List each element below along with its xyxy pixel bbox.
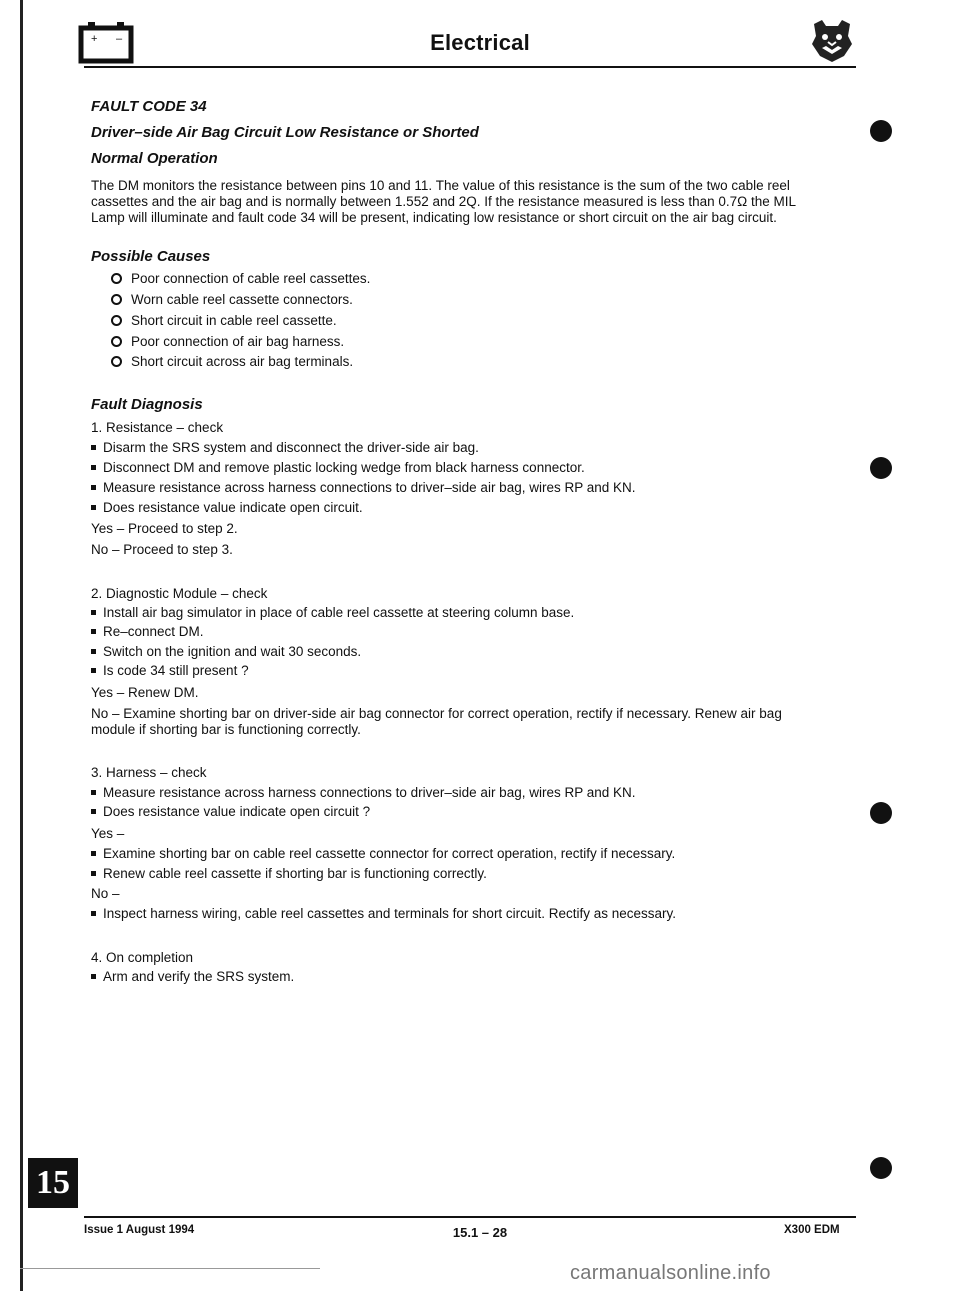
cause-text: Poor connection of air bag harness. — [131, 334, 345, 349]
normal-operation-text-2: cassettes and the air bag and is normally between 1.552 and 2Q. If the resistance measured is less than 0.7Ω the MIL — [91, 194, 796, 209]
step-text: Examine shorting bar on cable reel cassette connector for correct operation, rectify if necessary. — [103, 846, 676, 861]
step-text: Does resistance value indicate open circuit ? — [103, 804, 371, 819]
step-text: Switch on the ignition and wait 30 seconds. — [103, 644, 362, 659]
header-rule — [84, 66, 856, 68]
step-text: Arm and verify the SRS system. — [103, 969, 295, 984]
header-title: Electrical — [430, 30, 530, 55]
step3-no: No – — [91, 886, 120, 901]
step2-no-line2: module if shorting bar is functioning correctly. — [91, 722, 361, 737]
step3-item — [91, 804, 370, 819]
step3-no-item — [91, 906, 676, 921]
step1-no: No – Proceed to step 3. — [91, 542, 233, 557]
step3-yes: Yes – — [91, 826, 125, 841]
square-bullet-icon — [91, 649, 96, 654]
step2-item — [91, 663, 249, 678]
fault-title: Driver–side Air Bag Circuit Low Resistance or Shorted — [91, 124, 479, 141]
step2-item — [91, 605, 574, 620]
normal-operation-text-3: Lamp will illuminate and fault code 34 will be present, indicating low resistance or short circuit on the air bag circuit. — [91, 210, 777, 225]
step4-title: 4. On completion — [91, 950, 194, 965]
square-bullet-icon — [91, 485, 96, 490]
step1-item — [91, 480, 636, 495]
step1-title: 1. Resistance – check — [91, 420, 224, 435]
bottom-rule — [20, 1268, 320, 1269]
possible-causes-heading: Possible Causes — [91, 248, 211, 265]
section-tab: 15 — [28, 1158, 78, 1208]
step3-yes-item — [91, 846, 675, 861]
step-text: Disarm the SRS system and disconnect the driver-side air bag. — [103, 440, 479, 455]
margin-dot — [870, 457, 892, 479]
footer-issue-date: Issue 1 August 1994 — [84, 1224, 195, 1236]
jaguar-head-icon — [808, 16, 856, 64]
step3-yes-item — [91, 866, 487, 881]
square-bullet-icon — [91, 974, 96, 979]
step-text: Inspect harness wiring, cable reel cassettes and terminals for short circuit. Rectify as necessary. — [103, 906, 676, 921]
step-text: Disconnect DM and remove plastic locking wedge from black harness connector. — [103, 460, 585, 475]
fault-code-heading: FAULT CODE 34 — [91, 98, 207, 115]
cause-item — [111, 334, 344, 349]
step4-item — [91, 969, 294, 984]
margin-dot — [870, 120, 892, 142]
footer-rule — [84, 1216, 856, 1218]
step-text: Does resistance value indicate open circuit. — [103, 500, 363, 515]
step2-item — [91, 644, 361, 659]
circle-bullet-icon — [111, 336, 122, 347]
square-bullet-icon — [91, 505, 96, 510]
step-text: Renew cable reel cassette if shorting bar is functioning correctly. — [103, 866, 487, 881]
step2-yes: Yes – Renew DM. — [91, 685, 199, 700]
step3-title: 3. Harness – check — [91, 765, 207, 780]
step-text: Measure resistance across harness connections to driver–side air bag, wires RP and KN. — [103, 785, 636, 800]
cause-text: Poor connection of cable reel cassettes. — [131, 271, 371, 286]
left-margin-bar — [20, 0, 23, 1291]
square-bullet-icon — [91, 911, 96, 916]
battery-plus-label: + — [91, 33, 98, 45]
cause-item — [111, 354, 353, 369]
cause-text: Short circuit in cable reel cassette. — [131, 313, 337, 328]
normal-operation-text-1: The DM monitors the resistance between pins 10 and 11. The value of this resistance is the sum of the two cable reel — [91, 178, 790, 193]
watermark: carmanualsonline.info — [570, 1262, 771, 1284]
cause-item — [111, 313, 337, 328]
battery-minus-label: – — [116, 33, 123, 45]
step1-yes: Yes – Proceed to step 2. — [91, 521, 238, 536]
cause-text: Short circuit across air bag terminals. — [131, 354, 354, 369]
step2-item — [91, 624, 204, 639]
step1-item — [91, 460, 585, 475]
square-bullet-icon — [91, 445, 96, 450]
step-text: Is code 34 still present ? — [103, 663, 249, 678]
circle-bullet-icon — [111, 356, 122, 367]
step-text: Re–connect DM. — [103, 624, 204, 639]
step1-item — [91, 500, 363, 515]
circle-bullet-icon — [111, 294, 122, 305]
footer-document-id: X300 EDM — [784, 1224, 840, 1236]
margin-dot — [870, 802, 892, 824]
margin-dot — [870, 1157, 892, 1179]
square-bullet-icon — [91, 871, 96, 876]
square-bullet-icon — [91, 809, 96, 814]
square-bullet-icon — [91, 790, 96, 795]
step2-title: 2. Diagnostic Module – check — [91, 586, 268, 601]
circle-bullet-icon — [111, 315, 122, 326]
square-bullet-icon — [91, 610, 96, 615]
circle-bullet-icon — [111, 273, 122, 284]
square-bullet-icon — [91, 851, 96, 856]
step2-no-line1: No – Examine shorting bar on driver-side air bag connector for correct operation, rectify if necessary. Renew air bag — [91, 706, 782, 721]
fault-diagnosis-heading: Fault Diagnosis — [91, 396, 203, 413]
cause-text: Worn cable reel cassette connectors. — [131, 292, 353, 307]
step-text: Measure resistance across harness connections to driver–side air bag, wires RP and KN. — [103, 480, 636, 495]
step3-item — [91, 785, 636, 800]
square-bullet-icon — [91, 629, 96, 634]
cause-item — [111, 271, 370, 286]
normal-operation-heading: Normal Operation — [91, 150, 218, 167]
step1-item — [91, 440, 479, 455]
step-text: Install air bag simulator in place of cable reel cassette at steering column base. — [103, 605, 575, 620]
square-bullet-icon — [91, 668, 96, 673]
footer-page-number: 15.1 – 28 — [452, 1225, 508, 1240]
square-bullet-icon — [91, 465, 96, 470]
cause-item — [111, 292, 353, 307]
